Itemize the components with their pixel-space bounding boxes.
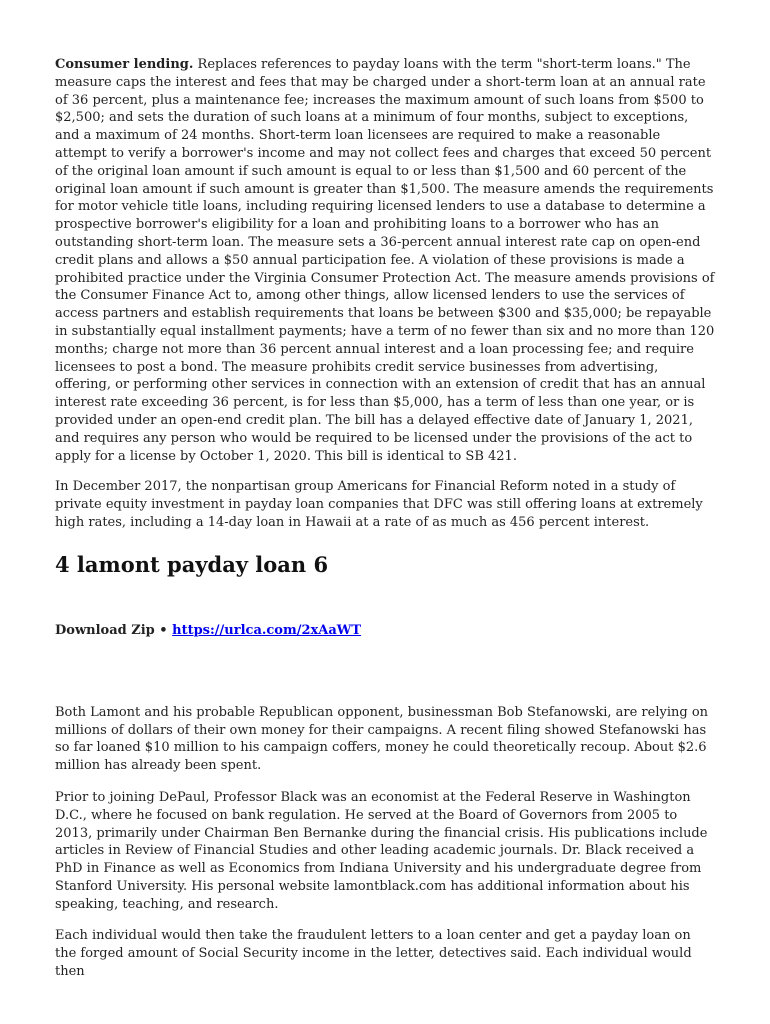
download-link[interactable]: https://urlca.com/2xAaWT — [172, 622, 362, 638]
lamont-campaign-paragraph: Both Lamont and his probable Republican opponent, businessman Bob Stefanowski, are relying on millions of dollars of their own money for their campaigns. A recent filing showed Stefanowski has so far loaned $10 million to his campaign coffers, money he could theoretically recoup. About $2.6 million has already been spent. — [55, 704, 709, 774]
download-line — [55, 622, 715, 640]
professor-black-paragraph: Prior to joining DePaul, Professor Black was an economist at the Federal Reserve in Washington D.C., where he focused on bank regulation. He served at the Board of Governors from 2005 to 2013, primarily under Chairman Ben Bernanke during the financial crisis. His publications include articles in Review of Financial Studies and other leading academic journals. Dr. Black received a PhD in Finance as well as Economics from Indiana University and his undergraduate degree from Stanford University. His personal website lamontblack.com has additional information about his speaking, teaching, and research. — [55, 789, 708, 912]
afr-study-paragraph: In December 2017, the nonpartisan group Americans for Financial Reform noted in a study of private equity investment in payday loan companies that DFC was still offering loans at extremely high rates, including a 14-day loan in Hawaii at a rate of as much as 456 percent interest. — [55, 479, 703, 530]
consumer-lending-lead: Consumer lending. — [55, 57, 194, 72]
consumer-lending-paragraph — [55, 56, 715, 465]
consumer-lending-text: Replaces references to payday loans with the term "short-term loans." The measure caps the interest and fees that may be charged under a short-term loan at an annual rate of 36 percent, plus a maintenance fee; increases the maximum amount of such loans from $500 to $2,500; and sets the duration of such loans at a minimum of four months, subject to exceptions, and a maximum of 24 months. Short-term loan licensees are required to make a reasonable attempt to verify a borrower's income and may not collect fees and charges that exceed 50 percent of the original loan amount if such amount is equal to or less than $1,500 and 60 percent of the original loan amount if such amount is greater than $1,500. The measure amends the requirements for motor vehicle title loans, including requiring licensed lenders to use a database to determine a prospective borrower's eligibility for a loan and prohibiting loans to a borrower who has an outstanding short-term loan. The measure sets a 36-percent annual interest rate cap on open-end credit plans and allows a $50 annual participation fee. A violation of these provisions is made a prohibited practice under the Virginia Consumer Protection Act. The measure amends provisions of the Consumer Finance Act to, among other things, allow licensed lenders to use the services of access partners and establish requirements that loans be between $300 and $35,000; be repayable in substantially equal installment payments; have a term of no fewer than six and no more than 120 months; charge not more than 36 percent annual interest and a loan processing fee; and require licensees to post a bond. The measure prohibits credit service businesses from advertising, offering, or performing other services in connection with an extension of credit that has an annual interest rate exceeding 36 percent, is for less than $5,000, has a term of less than one year, or is provided under an open-end credit plan. The bill has a delayed effective date of January 1, 2021, and requires any person who would be required to be licensed under the provisions of the act to apply for a license by October 1, 2020. This bill is identical to SB 421. — [55, 57, 715, 464]
section-heading: 4 lamont payday loan 6 — [55, 551, 329, 577]
fraudulent-letters-paragraph: Each individual would then take the fraudulent letters to a loan center and get a payday loan on the forged amount of Social Security income in the letter, detectives said. Each individual would then — [55, 928, 692, 980]
download-label: Download Zip • — [55, 622, 168, 638]
document-page — [55, 56, 715, 981]
